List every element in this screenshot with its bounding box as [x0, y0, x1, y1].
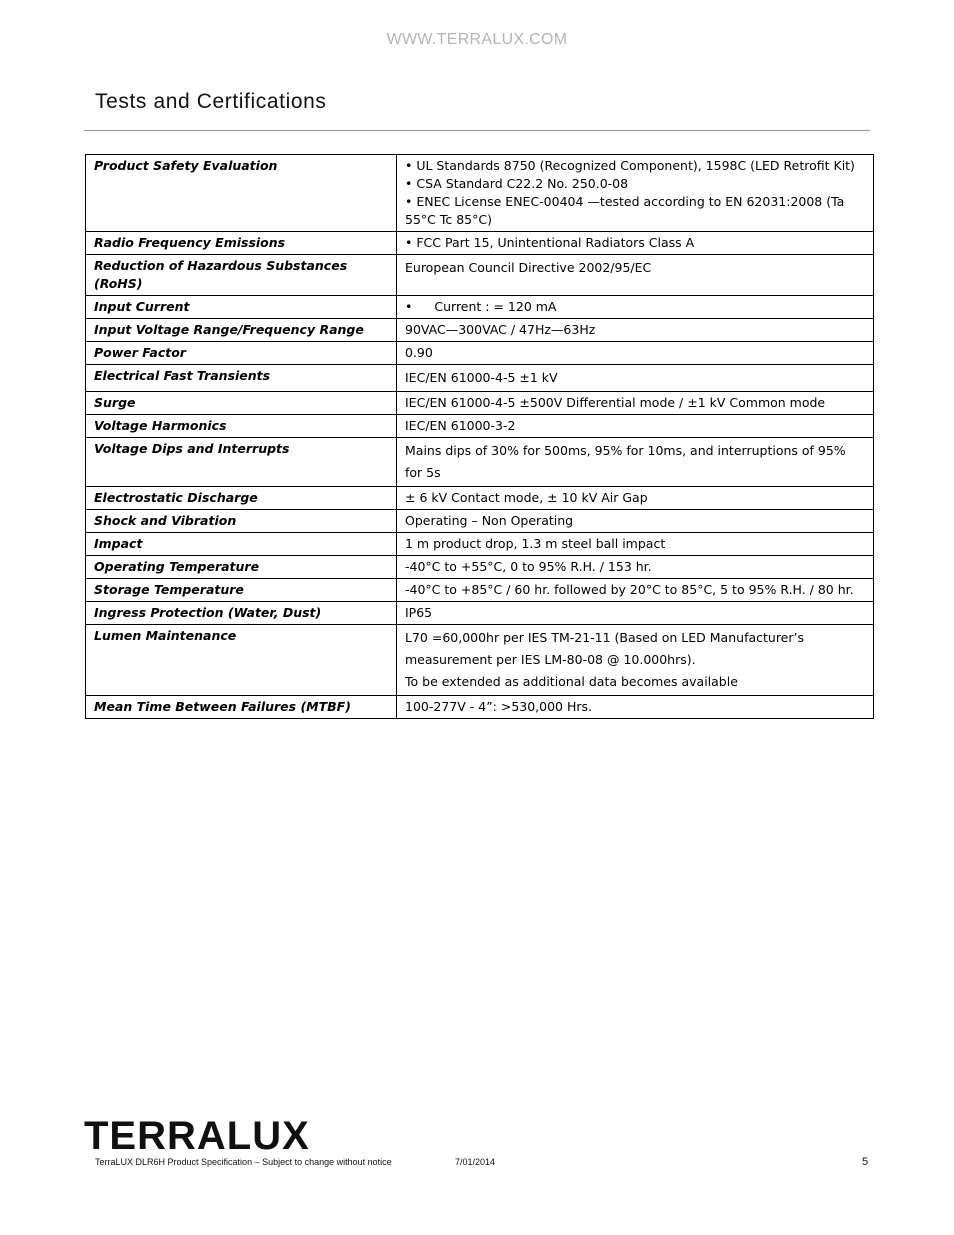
- table-row: [86, 510, 874, 533]
- table-row: [86, 438, 874, 487]
- spec-value: [397, 510, 874, 533]
- spec-value-line: IEC/EN 61000-4-5 ±1 kV: [405, 370, 558, 385]
- spec-value-line: Current : = 120 mA: [434, 299, 557, 314]
- table-row: [86, 556, 874, 579]
- spec-value: [397, 556, 874, 579]
- table-row: [86, 365, 874, 392]
- spec-value-line: 100-277V - 4”: >530,000 Hrs.: [405, 699, 593, 714]
- spec-label: Mean Time Between Failures (MTBF): [86, 696, 397, 719]
- terralux-logo: TERRALUX: [84, 1114, 310, 1158]
- spec-value-line: Operating – Non Operating: [405, 513, 574, 528]
- spec-value-line: European Council Directive 2002/95/EC: [405, 260, 652, 275]
- spec-value-line: 0.90: [405, 345, 433, 360]
- spec-label: Reduction of Hazardous Substances (RoHS): [86, 255, 397, 296]
- table-row: [86, 625, 874, 696]
- title-divider: [84, 130, 870, 131]
- watermark-url: WWW.TERRALUX.COM: [386, 31, 568, 48]
- table-row: [86, 155, 874, 232]
- spec-value: [397, 696, 874, 719]
- spec-value-line: L70 =60,000hr per IES TM-21-11 (Based on LED Manufacturer’s measurement per IES LM-80-08 @ 10.000hrs).: [405, 630, 804, 667]
- table-row: [86, 579, 874, 602]
- bullet-glyph: •: [405, 299, 413, 314]
- spec-label: Ingress Protection (Water, Dust): [86, 602, 397, 625]
- footer-disclaimer: TerraLUX DLR6H Product Specification – Subject to change without notice: [95, 1157, 392, 1167]
- table-row: [86, 533, 874, 556]
- spec-value-line: IEC/EN 61000-3-2: [405, 418, 516, 433]
- spec-label: Storage Temperature: [86, 579, 397, 602]
- spec-label: Radio Frequency Emissions: [86, 232, 397, 255]
- spec-label: Input Current: [86, 296, 397, 319]
- spec-label: Impact: [86, 533, 397, 556]
- spec-value-line: ± 6 kV Contact mode, ± 10 kV Air Gap: [405, 490, 648, 505]
- spec-value: [397, 579, 874, 602]
- table-row: [86, 415, 874, 438]
- spec-value-line: 1 m product drop, 1.3 m steel ball impact: [405, 536, 666, 551]
- spec-label: Shock and Vibration: [86, 510, 397, 533]
- spec-value-line: 90VAC—300VAC / 47Hz—63Hz: [405, 322, 596, 337]
- spec-value-line: IEC/EN 61000-4-5 ±500V Differential mode / ±1 kV Common mode: [405, 395, 826, 410]
- spec-label: Voltage Harmonics: [86, 415, 397, 438]
- spec-value: [397, 533, 874, 556]
- spec-value-line: -40°C to +55°C, 0 to 95% R.H. / 153 hr.: [405, 559, 652, 574]
- spec-value: [397, 232, 874, 255]
- spec-value-line: • UL Standards 8750 (Recognized Component), 1598C (LED Retrofit Kit): [405, 158, 855, 173]
- table-row: [86, 296, 874, 319]
- table-row: [86, 392, 874, 415]
- spec-value-line: • CSA Standard C22.2 No. 250.0-08: [405, 176, 629, 191]
- spec-label: Electrical Fast Transients: [86, 365, 397, 392]
- spec-value: [397, 255, 874, 296]
- spec-value-line: To be extended as additional data becomes available: [405, 674, 738, 689]
- table-row: [86, 255, 874, 296]
- table-row: [86, 319, 874, 342]
- table-row: [86, 602, 874, 625]
- spec-value: [397, 438, 874, 487]
- spec-value: [397, 625, 874, 696]
- page-title: Tests and Certifications: [95, 90, 327, 113]
- spec-value: [397, 365, 874, 392]
- spec-label: Voltage Dips and Interrupts: [86, 438, 397, 487]
- spec-value-line: Mains dips of 30% for 500ms, 95% for 10ms, and interruptions of 95% for 5s: [405, 443, 846, 480]
- table-row: [86, 487, 874, 510]
- page-number: 5: [862, 1156, 869, 1168]
- spec-label: Electrostatic Discharge: [86, 487, 397, 510]
- spec-value-line: • ENEC License ENEC-00404 —tested according to EN 62031:2008 (Ta 55°C Tc 85°C): [405, 194, 845, 227]
- table-row: [86, 342, 874, 365]
- spec-value: [397, 155, 874, 232]
- spec-value-line: IP65: [405, 605, 433, 620]
- spec-value: [397, 415, 874, 438]
- specifications-table: [85, 154, 874, 719]
- spec-value: [397, 487, 874, 510]
- spec-value: [397, 342, 874, 365]
- spec-value-line: -40°C to +85°C / 60 hr. followed by 20°C to 85°C, 5 to 95% R.H. / 80 hr.: [405, 582, 854, 597]
- table-row: [86, 232, 874, 255]
- spec-value: [397, 392, 874, 415]
- spec-value: [397, 296, 874, 319]
- spec-label: Input Voltage Range/Frequency Range: [86, 319, 397, 342]
- spec-label: Surge: [86, 392, 397, 415]
- spec-label: Lumen Maintenance: [86, 625, 397, 696]
- footer-date: 7/01/2014: [455, 1157, 496, 1167]
- spec-value: [397, 319, 874, 342]
- spec-value: [397, 602, 874, 625]
- spec-label: Product Safety Evaluation: [86, 155, 397, 232]
- spec-value-line: • FCC Part 15, Unintentional Radiators Class A: [405, 235, 695, 250]
- spec-label: Power Factor: [86, 342, 397, 365]
- spec-label: Operating Temperature: [86, 556, 397, 579]
- table-row: [86, 696, 874, 719]
